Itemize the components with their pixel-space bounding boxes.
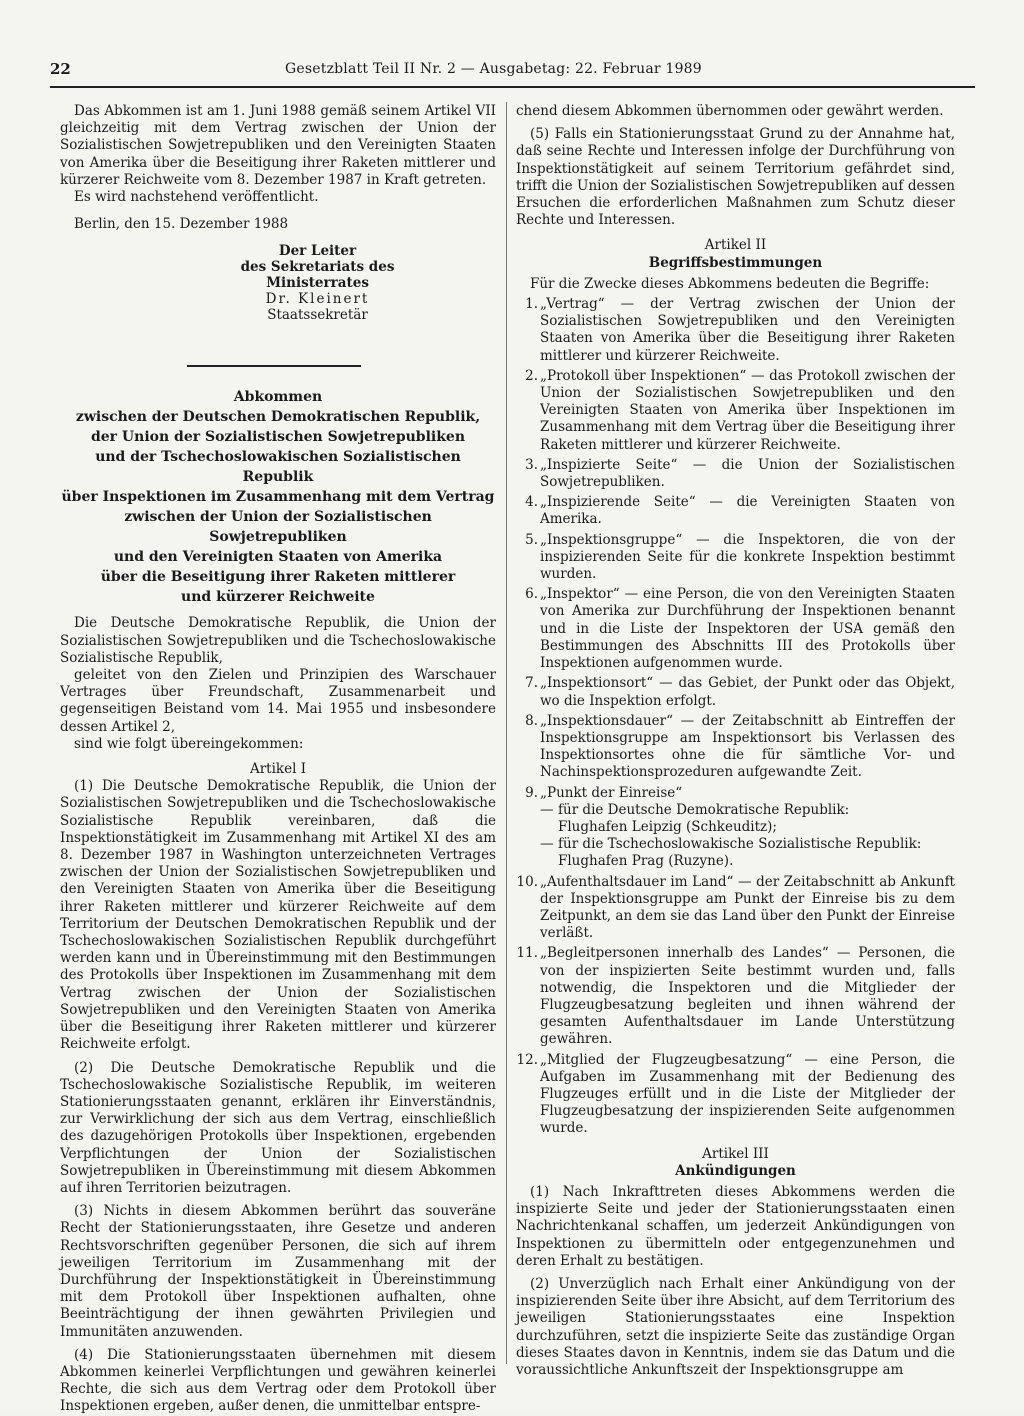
definition-number: 3. [525, 456, 538, 473]
artikel-3-subheading: Ankündigungen [675, 1162, 796, 1179]
agreement-title-line: der Union der Sozialistischen Sowjetrepubliken [90, 429, 466, 446]
agreement-title [60, 387, 496, 607]
signature-line2: des Sekretariats des Ministerrates [240, 259, 395, 292]
definition-text: „Mitglied der Flugzeugbesatzung“ — eine Person, die Aufgaben im Zusammenhang mit der Bedienung des Flugzeuges erfüllt und in die Liste der Mitglieder der Flugzeugbesatzung der inspizierenden Seite aufgenommen wurde. [540, 1051, 955, 1137]
entry-point-country: für die Tschechoslowakische Sozialistische Republik: [558, 836, 922, 853]
left-column [60, 103, 496, 1416]
definition-item [516, 457, 955, 491]
intro-paragraph: Das Abkommen ist am 1. Juni 1988 gemäß seinem Artikel VII gleichzeitig mit dem Vertrag zwischen der Union der Sozialistischen Sowjetrepubliken und den Vereinigten Staaten von Amerika über die Beseitigung ihrer Raketen mittlerer und kürzerer Reichweite vom 8. Dezember 1987 in Kraft getreten. [60, 103, 496, 188]
entry-point-item [540, 836, 955, 870]
artikel-2-heading: Artikel II [704, 237, 767, 254]
artikel-1-paragraph: (4) Die Stationierungsstaaten übernehmen mit diesem Abkommen keinerlei Verpflichtungen und gewähren keinerlei Rechte, die sich aus dem Vertrag oder dem Protokoll über Inspektionen ergeben, außer denen, die unmittelbar entspre- [60, 1346, 496, 1415]
artikel-3-paragraph: (1) Nach Inkrafttreten dieses Abkommens werden die inspizierte Seite und jeder der Stationierungsstaaten einen Nachrichtenkanal schaffen, um jederzeit Ankündigungen von Inspektionen zu übermitteln oder entgegenzunehmen und deren Erhalt zu bestätigen. [516, 1183, 955, 1269]
artikel-1-paragraph: (2) Die Deutsche Demokratische Republik und die Tschechoslowakische Sozialistische Republik, im weiteren Stationierungsstaaten genannt, erklären ihr Einverständnis, zur Verwirklichung der sich aus dem Vertrag, einschließlich des dazugehörigen Protokolls über Inspektionen, ergebenden Verpflichtungen der Union der Sozialistischen Sowjetrepubliken in Übereinstimmung mit diesem Abkommen auf ihren Territorien beizutragen. [60, 1059, 496, 1196]
agreement-title-line: und kürzerer Reichweite [181, 589, 375, 606]
definition-text: „Inspektor“ — eine Person, die von den Vereinigten Staaten von Amerika zur Durchführung der Inspektionen benannt und in die Liste der Inspektoren der USA gemäß den Bestimmungen des Abschnitts III des Protokolls über Inspektionen aufgenommen wurde. [540, 586, 955, 672]
definition-item [516, 785, 955, 871]
definition-text: „Inspektionsdauer“ — der Zeitabschnitt ab Eintreffen der Inspektionsgruppe am Inspektionsort bis Verlassen des Inspektionsortes ohne die für sämtliche Vor- und Nachinspektionsprozeduren aufgewandte Zeit. [540, 712, 955, 781]
definition-number: 7. [525, 675, 538, 692]
definition-text: „Vertrag“ — der Vertrag zwischen der Union der Sozialistischen Sowjetrepubliken und den Vereinigten Staaten von Amerika über die Beseitigung ihrer Raketen mittlerer und kürzerer Reichweite. [540, 296, 955, 364]
definition-text: „Aufenthaltsdauer im Land“ — der Zeitabschnitt ab Ankunft der Inspektionsgruppe am Punkt der Einreise bis zu dem Zeitpunkt, an dem sie das Land über den Punkt der Einreise verläßt. [540, 873, 955, 942]
right-column [516, 103, 955, 1379]
definition-text: „Protokoll über Inspektionen“ — das Protokoll zwischen der Union der Sozialistischen Sowjetrepubliken und den Vereinigten Staaten von Amerika über Inspektionen im Zusammenhang mit dem Vertrag über die Beseitigung ihrer Raketen mittlerer und kürzerer Reichweite. [540, 367, 955, 453]
definition-text: „Inspizierende Seite“ — die Vereinigten Staaten von Amerika. [540, 494, 955, 528]
definition-number: 11. [516, 945, 538, 962]
gazette-title: Gesetzblatt Teil II Nr. 2 — Ausgabetag: 22. Februar 1989 [285, 61, 702, 77]
definition-number: 5. [525, 531, 538, 548]
artikel-2-subheading: Begriffsbestimmungen [648, 254, 823, 271]
agreement-title-line: Abkommen [233, 389, 323, 406]
signature-block [210, 243, 425, 323]
publish-note: Es wird nachstehend veröffentlicht. [74, 189, 319, 206]
definition-text: „Begleitpersonen innerhalb des Landes“ — Personen, die von der inspizierten Seite bestimmt wurden und, falls notwendig, die Inspektoren und die Mitglieder der Flugzeugbesatzung begleiten und ihnen während der gesamten Aufenthaltsdauer im Lande Unterstützung gewähren. [540, 945, 955, 1048]
definition-item [516, 713, 955, 782]
definition-item [516, 586, 955, 672]
definition-text: „Inspizierte Seite“ — die Union der Sozialistischen Sowjetrepubliken. [540, 456, 955, 491]
artikel-2-intro: Für die Zwecke dieses Abkommens bedeuten die Begriffe: [530, 275, 930, 292]
page-number: 22 [50, 60, 71, 78]
definition-item [516, 675, 955, 709]
continued-paragraph: chend diesem Abkommen übernommen oder gewährt werden. [516, 103, 944, 119]
definition-item [516, 296, 955, 365]
section-rule [187, 365, 361, 367]
agreement-title-line: über die Beseitigung ihrer Raketen mittlerer [100, 569, 456, 586]
artikel-1-paragraph: (3) Nichts in diesem Abkommen berührt das souveräne Recht der Stationierungsstaaten, ihre Gesetze und anderen Rechtsvorschriften gegenüber Personen, die sich auf ihrem jeweiligen Territorium im Zusammenhang mit der Durchführung der Inspektionstätigkeit in Übereinstimmung mit dem Protokoll über Inspektionen aufhalten, ohne Beeinträchtigung der ihnen gewährten Privilegien und Immunitäten anzuwenden. [60, 1203, 496, 1340]
entry-point-country: für die Deutsche Demokratische Republik: [558, 801, 850, 818]
definition-item [516, 532, 955, 584]
preamble-paragraph: geleitet von den Zielen und Prinzipien des Warschauer Vertrages über Freundschaft, Zusammenarbeit und gegenseitigen Beistand vom 14. Mai 1955 und insbesondere dessen Artikel 2, [60, 667, 496, 735]
definition-number: 4. [525, 494, 538, 511]
entry-point-dash: — [540, 836, 554, 853]
definition-number: 10. [516, 873, 538, 890]
definition-item [516, 494, 955, 528]
definition-number: 12. [516, 1051, 538, 1068]
artikel-1-paragraph: (1) Die Deutsche Demokratische Republik, die Union der Sozialistischen Sowjetrepubliken und die Tschechoslowakische Sozialistische Republik vereinbaren, daß die Inspektionstätigkeit im Zusammenhang mit Artikel XI des am 8. Dezember 1987 in Washington unterzeichneten Vertrages zwischen der Union der Sozialistischen Sowjetrepubliken und den Vereinigten Staaten von Amerika über die Beseitigung ihrer Raketen mittlerer und kürzerer Reichweite auf dem Territorium der Deutschen Demokratischen Republik und der Tschechoslowakischen Sozialistischen Republik durchgeführt werden kann und in Übereinstimmung mit den Bestimmungen des Protokolls über Inspektionen im Zusammenhang mit dem Vertrag zwischen der Union der Sozialistischen Sowjetrepubliken und den Vereinigten Staaten von Amerika über die Beseitigung ihrer Raketen mittlerer und kürzerer Reichweite erfolgt. [60, 778, 496, 1053]
artikel-3-paragraph: (2) Unverzüglich nach Erhalt einer Ankündigung von der inspizierenden Seite über ihre Absicht, auf dem Territorium des jeweiligen Stationierungsstaates eine Inspektion durchzuführen, setzt die inspizierte Seite das zuständige Organ dieses Staates davon in Kenntnis, indem sie das Datum und die voraussichtliche Ankunftszeit der Inspektionsgruppe am [516, 1276, 955, 1379]
artikel-1-heading: Artikel I [249, 761, 307, 778]
definition-number: 2. [525, 367, 538, 384]
signatory-role: Staatssekretär [267, 307, 368, 324]
artikel-3-heading: Artikel III [702, 1145, 769, 1162]
definition-text: „Inspektionsgruppe“ — die Inspektoren, die von der inspizierenden Seite für die konkrete Inspektion bestimmt wurden. [540, 531, 955, 583]
definition-item [516, 368, 955, 454]
column-divider [506, 102, 507, 1364]
entry-point-airport: Flughafen Leipzig (Schkeuditz); [558, 818, 777, 835]
definition-text: „Inspektionsort“ — das Gebiet, der Punkt oder das Objekt, wo die Inspektion erfolgt. [540, 675, 955, 709]
definitions-list [516, 296, 955, 1138]
definition-number: 8. [525, 712, 538, 729]
place-date: Berlin, den 15. Dezember 1988 [74, 216, 289, 233]
agreement-title-line: zwischen der Deutschen Demokratischen Republik, [75, 409, 481, 426]
entry-point-item [540, 802, 955, 836]
signatory-name: Dr. Kleinert [265, 291, 370, 308]
definition-item [516, 945, 955, 1048]
entry-point-dash: — [540, 801, 554, 818]
artikel-1-paragraph-5: (5) Falls ein Stationierungsstaat Grund zu der Annahme hat, daß seine Rechte und Interessen infolge der Durchführung von Inspektionstätigkeit auf seinem Territorium gefährdet sind, trifft die Union der Sozialistischen Sowjetrepubliken auf dessen Ersuchen die erforderlichen Maßnahmen zum Schutz dieser Rechte und Interessen. [516, 126, 955, 229]
preamble-paragraph: sind wie folgt übereingekommen: [74, 735, 304, 752]
definition-item [516, 874, 955, 943]
definition-number: 9. [525, 784, 538, 801]
preamble-paragraph: Die Deutsche Demokratische Republik, die Union der Sozialistischen Sowjetrepubliken und die Tschechoslowakische Sozialistische Republik, [60, 615, 496, 666]
entry-point-airport: Flughafen Prag (Ruzyne). [558, 853, 734, 870]
definition-item [516, 1052, 955, 1138]
agreement-title-line: und der Tschechoslowakischen Sozialistischen Republik [95, 449, 461, 486]
signature-line1: Der Leiter [278, 243, 357, 260]
definition-number: 6. [525, 586, 538, 603]
agreement-title-line: über Inspektionen im Zusammenhang mit dem Vertrag [61, 489, 495, 506]
agreement-title-line: zwischen der Union der Sozialistischen Sowjetrepubliken [124, 509, 432, 546]
definition-number: 1. [525, 296, 538, 313]
agreement-title-line: und den Vereinigten Staaten von Amerika [113, 549, 443, 566]
page-header [50, 62, 975, 88]
definition-text: „Punkt der Einreise“ [540, 784, 683, 801]
